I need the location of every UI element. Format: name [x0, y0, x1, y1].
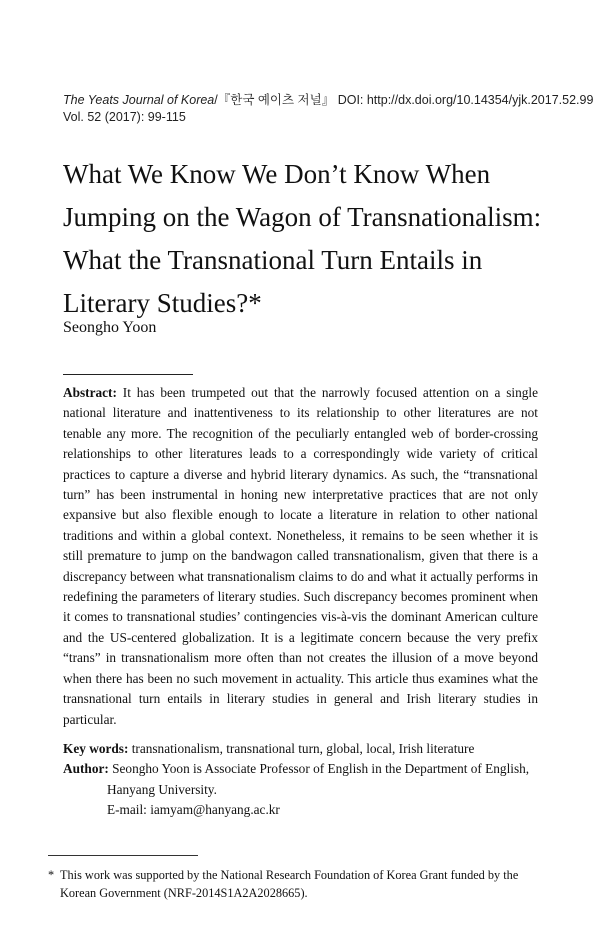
author-name: Seongho Yoon [63, 319, 157, 336]
journal-header [63, 92, 594, 126]
keywords-text: transnationalism, transnational turn, global, local, Irish literature [128, 741, 475, 756]
journal-korean-name: /『한국 예이츠 저널』 [214, 93, 335, 107]
abstract-text: It has been trumpeted out that the narrowly focused attention on a single national literature and inattentiveness to its relationship to other literatures are not tenable any more. The recognition of the peculiarly entangled web of border-crossing relationships to other literatures leads to a correspondingly wide variety of critical practices to capture a diverse and hybrid literary dynamics. As such, the “transnational turn” has been instrumental in honing new interpretative practices that are not only expansive but also flexible enough to locate a literature in relation to other national traditions and within a global context. Nonetheless, it remains to be seen whether it is still premature to jump on the bandwagon called transnationalism, given that there is a discrepancy between what transnationalism claims to do and what it actually performs in redefining the parameters of literary studies. Such discrepancy becomes prominent when it comes to transnational studies’ contingencies vis-à-vis the dominant American culture and the US-centered globalization. It is a legitimate concern because the very prefix “trans” in transnationalism more often than not creates the illusion of a move beyond when there has been no such movement in actuality. This article thus examines what the transnational turn entails in literary studies in general and Irish literary studies in particular. [63, 385, 538, 727]
abstract-label: Abstract: [63, 385, 117, 400]
keywords-line [63, 739, 538, 759]
journal-citation-line [63, 92, 594, 109]
author-email[interactable]: E-mail: iamyam@hanyang.ac.kr [107, 802, 280, 817]
author-affiliation: Hanyang University. [107, 781, 217, 797]
keywords-label: Key words: [63, 741, 129, 756]
author-info [63, 759, 538, 821]
footnote-continuation: Korean Government (NRF-2014S1A2A2028665). [60, 886, 308, 900]
abstract-paragraph [63, 383, 538, 730]
title-line: Literary Studies?* [63, 288, 262, 318]
article-title [63, 153, 563, 325]
footnote [48, 866, 555, 902]
volume-info: Vol. 52 (2017): 99-115 [63, 110, 186, 124]
title-line: Jumping on the Wagon of Transnationalism: [63, 202, 542, 232]
author-info-label: Author: [63, 761, 109, 776]
title-line: What the Transnational Turn Entails in [63, 245, 483, 275]
doi-link[interactable]: DOI: http://dx.doi.org/10.14354/yjk.2017.52.99 [334, 93, 594, 107]
journal-name: The Yeats Journal of Korea [63, 93, 215, 107]
footnote-marker: * [48, 868, 55, 882]
footnote-divider [48, 855, 198, 856]
footnote-text: This work was supported by the National Research Foundation of Korea Grant funded by the [60, 868, 519, 882]
section-divider [63, 374, 193, 375]
title-line: What We Know We Don’t Know When [63, 159, 491, 189]
author-info-line: Seongho Yoon is Associate Professor of English in the Department of English, [108, 761, 530, 776]
